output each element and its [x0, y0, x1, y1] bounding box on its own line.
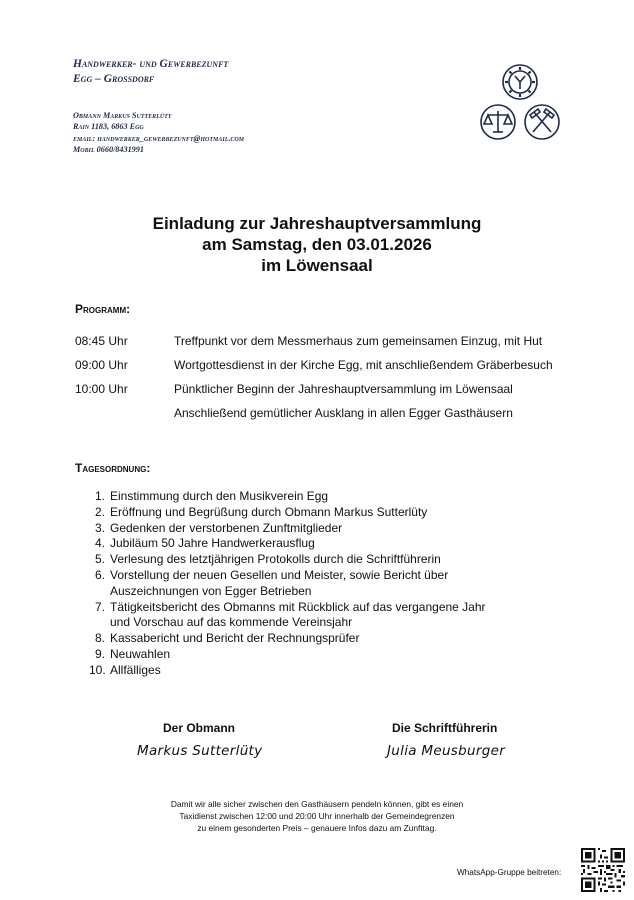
- agenda-text: Auszeichnungen von Egger Betrieben: [110, 583, 312, 598]
- agenda-number: 7.: [94, 599, 105, 614]
- agenda-text: Verlesung des letztjährigen Protokolls durch die Schriftführerin: [110, 552, 441, 567]
- footer-line: zu einem gesonderten Preis – genauere Infos dazu am Zunfttag.: [197, 822, 437, 833]
- contact-line: email: handwerker_gewerbezunft@hotmail.com: [73, 133, 245, 143]
- agenda-text: Gedenken der verstorbenen Zunftmitglieder: [110, 520, 343, 535]
- agenda-text: Vorstellung der neuen Gesellen und Meister, sowie Bericht über: [110, 567, 449, 582]
- organisation-name-line2: Egg – Großdorf: [73, 73, 155, 85]
- signature-name-right: Julia Meusburger: [387, 743, 506, 759]
- agenda-text: Kassabericht und Bericht der Rechnungsprüfer: [110, 631, 360, 646]
- agenda-number: 2.: [94, 504, 105, 519]
- agenda-item: [89, 489, 486, 505]
- agenda-number: 1.: [94, 489, 105, 503]
- programm-text: Treffpunkt vor dem Messmerhaus zum gemeinsamen Einzug, mit Hut: [174, 334, 543, 348]
- agenda-item: [89, 536, 486, 552]
- agenda-item: [89, 631, 486, 647]
- footer-line: Taxidienst zwischen 12:00 und 20:00 Uhr innerhalb der Gemeindegrenzen: [179, 810, 455, 821]
- programm-text: Wortgottesdienst in der Kirche Egg, mit anschließendem Gräberbesuch: [174, 358, 553, 372]
- agenda-text: Allfälliges: [110, 662, 161, 677]
- programm-time: 08:45 Uhr: [75, 334, 128, 348]
- organisation-name: [73, 57, 228, 87]
- title-line1: Einladung zur Jahreshauptversammlung: [152, 214, 482, 233]
- agenda-number: 3.: [94, 520, 105, 535]
- programm-text: Pünktlicher Beginn der Jahreshauptversammlung im Löwensaal: [174, 382, 513, 396]
- contact-block: [73, 110, 244, 156]
- agenda-text: Tätigkeitsbericht des Obmanns mit Rückblick auf das vergangene Jahr: [110, 599, 486, 614]
- contact-line: Rain 1183, 6863 Egg: [73, 122, 144, 132]
- programm-heading: Programm:: [75, 302, 131, 316]
- tagesordnung-heading: Tagesordnung:: [75, 461, 151, 475]
- whatsapp-label: WhatsApp-Gruppe beitreten:: [457, 868, 562, 877]
- agenda-number: 10.: [89, 662, 106, 677]
- programm-time: 10:00 Uhr: [75, 382, 128, 396]
- agenda-item: [89, 647, 486, 663]
- agenda-number: 5.: [94, 552, 105, 567]
- agenda-text: Einstimmung durch den Musikverein Egg: [110, 489, 329, 503]
- guild-emblem-icon: [478, 62, 562, 144]
- signature-name-left: Markus Sutterlüty: [137, 743, 263, 759]
- agenda-text: Eröffnung und Begrüßung durch Obmann Markus Sutterlüty: [110, 504, 428, 519]
- title-line3: im Löwensaal: [261, 256, 373, 275]
- agenda-item: [89, 600, 486, 632]
- signature-role-left: Der Obmann: [163, 721, 236, 735]
- agenda-number: 6.: [94, 567, 105, 582]
- agenda-list: [89, 489, 486, 679]
- programm-text: Anschließend gemütlicher Ausklang in allen Egger Gasthäusern: [174, 406, 513, 420]
- footer-line: Damit wir alle sicher zwischen den Gasthäusern pendeln können, gibt es einen: [170, 799, 464, 809]
- agenda-text: Neuwahlen: [110, 646, 171, 661]
- agenda-number: 8.: [94, 631, 105, 646]
- programm-time: 09:00 Uhr: [75, 358, 128, 372]
- qr-code-icon[interactable]: [581, 848, 625, 892]
- agenda-item: [89, 521, 486, 537]
- signature-role-right: Die Schriftführerin: [392, 721, 498, 735]
- title-line2: am Samstag, den 03.01.2026: [202, 235, 432, 254]
- invitation-title: [0, 213, 634, 276]
- footer-note: [0, 799, 634, 834]
- agenda-item: [89, 552, 486, 568]
- contact-line: Mobil 0660/8431991: [73, 145, 144, 155]
- contact-line: Obmann Markus Sutterlüty: [73, 111, 172, 120]
- agenda-item: [89, 568, 486, 600]
- agenda-number: 4.: [94, 536, 105, 551]
- agenda-text: und Vorschau auf das kommende Vereinsjahr: [110, 615, 353, 630]
- agenda-item: [89, 505, 486, 521]
- agenda-number: 9.: [94, 646, 105, 661]
- organisation-name-line1: Handwerker- und Gewerbezunft: [73, 58, 229, 70]
- agenda-text: Jubiläum 50 Jahre Handwerkerausflug: [110, 536, 315, 551]
- agenda-item: [89, 663, 486, 679]
